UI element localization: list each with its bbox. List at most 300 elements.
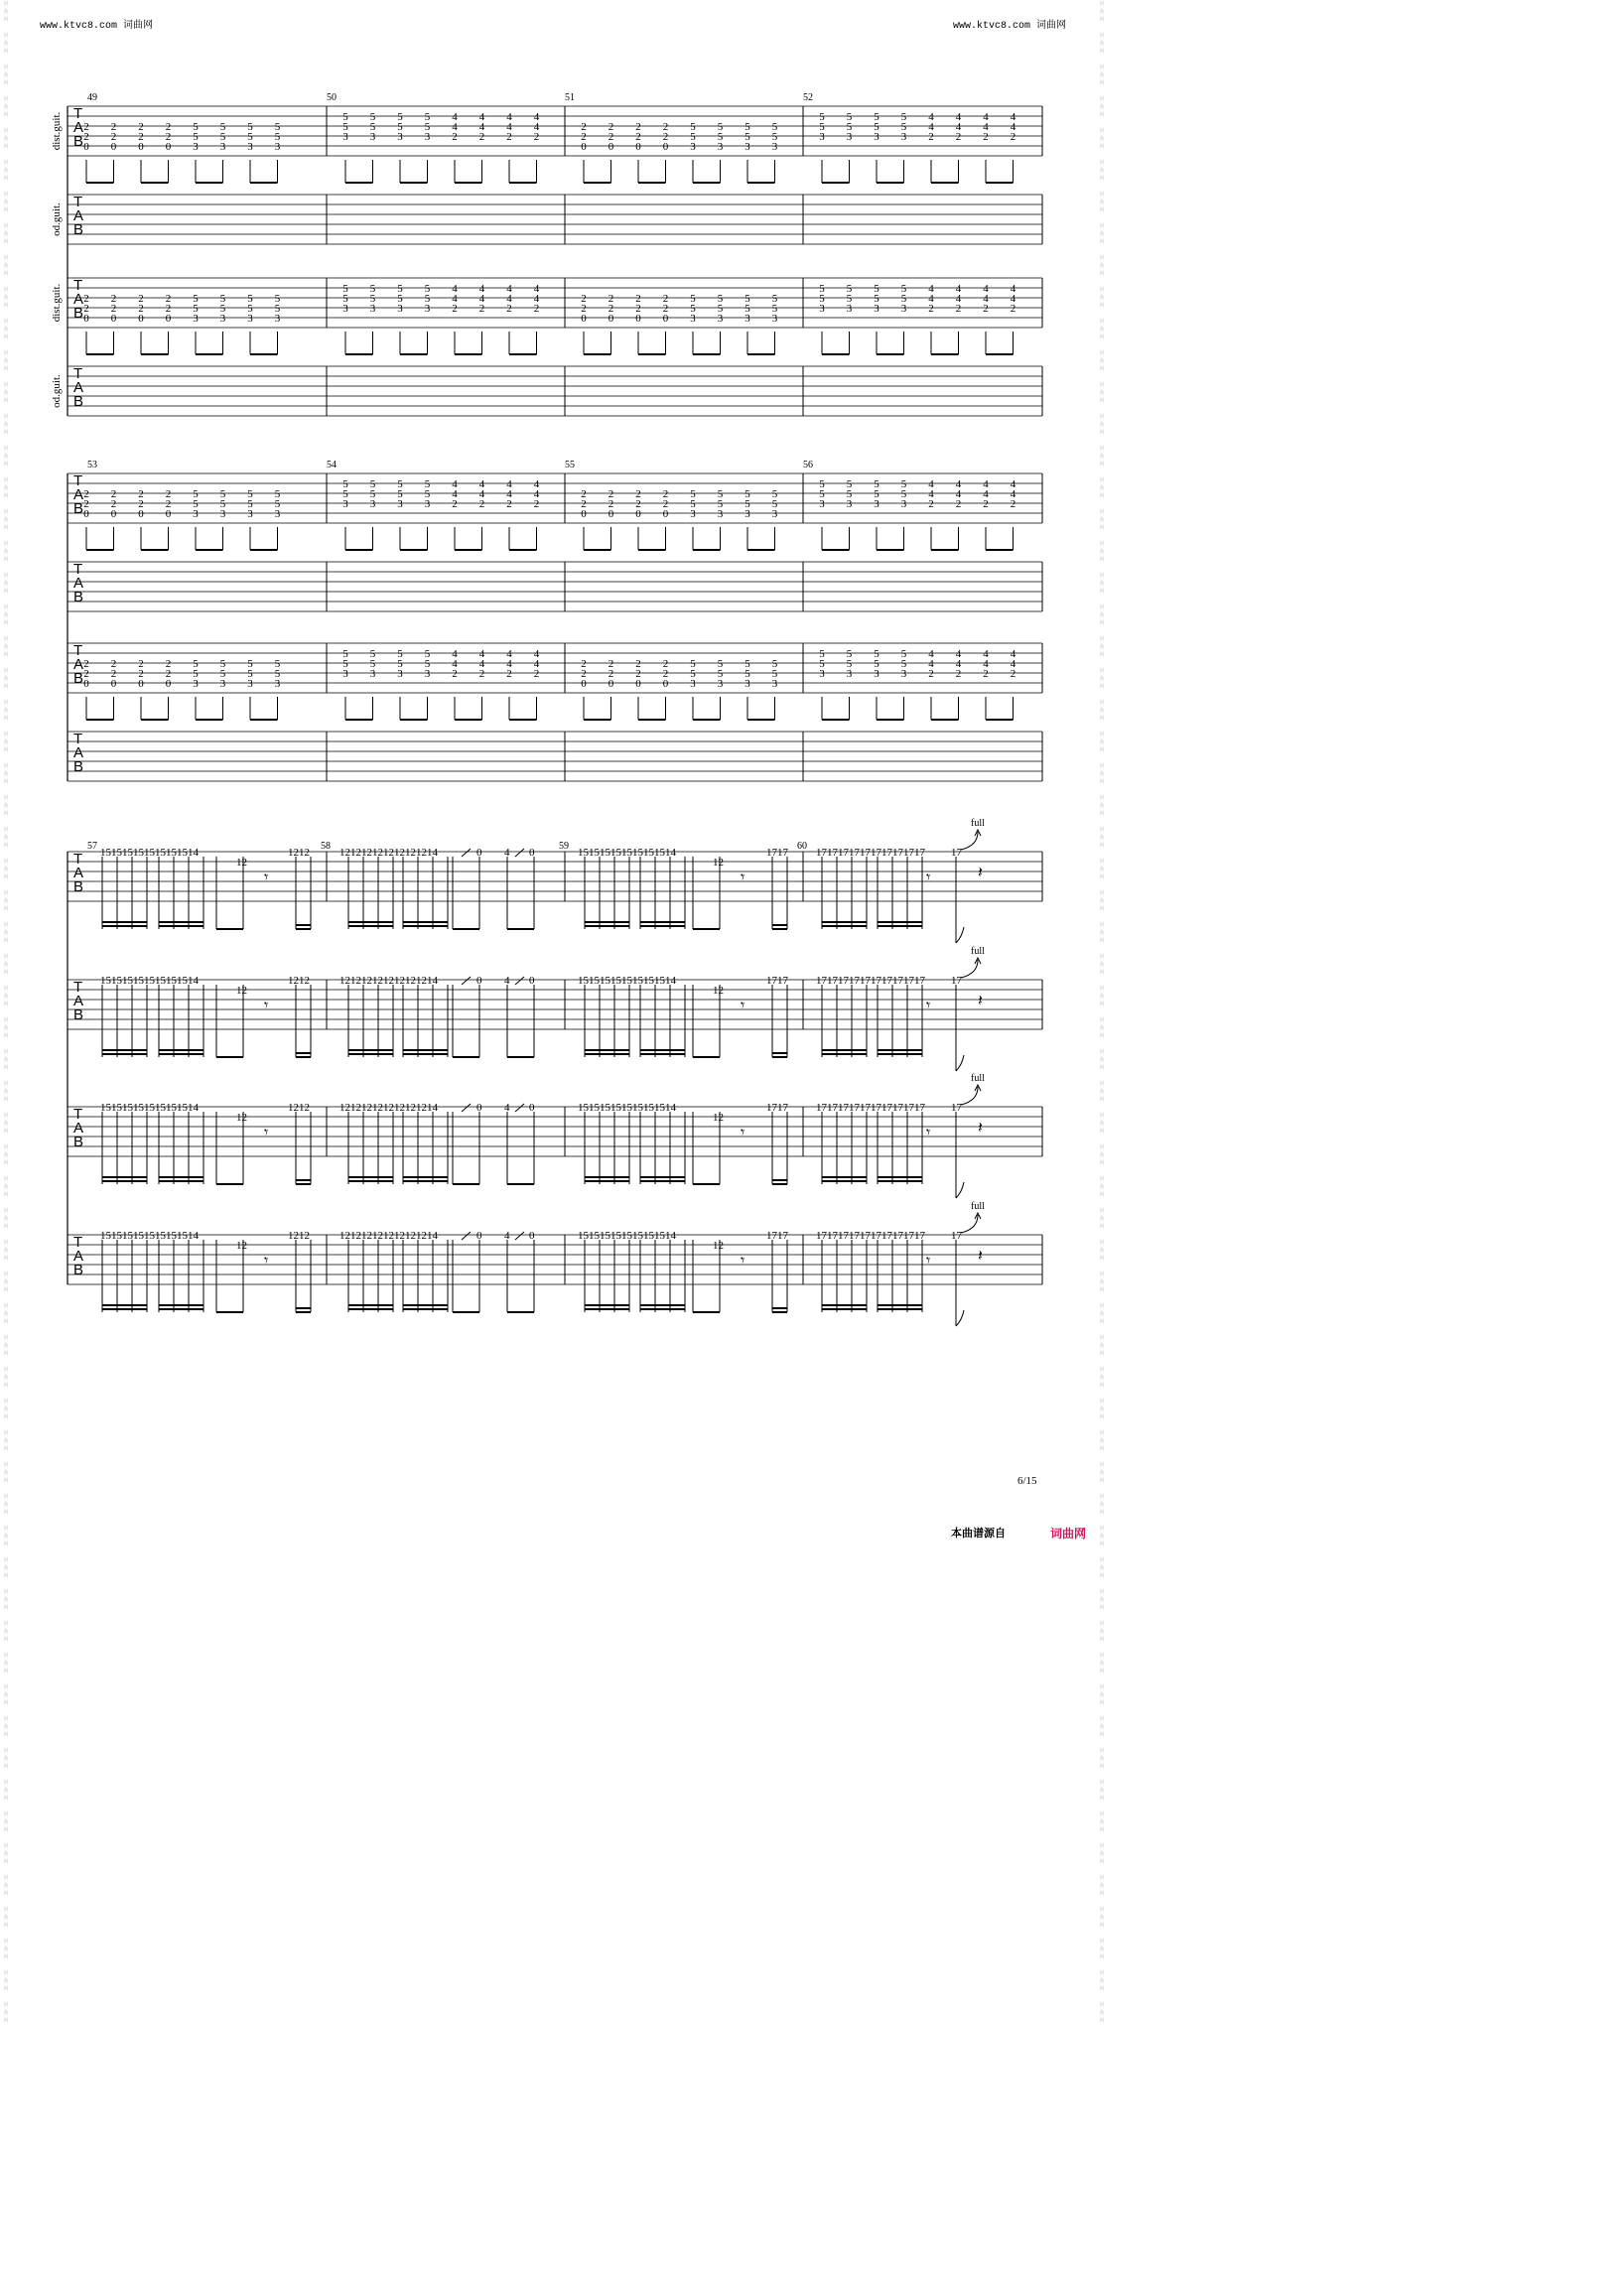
lead-fret: 0 [476,975,482,987]
lead-fret: 12 [236,857,247,869]
fret-number: 5 [690,498,696,510]
fret-number: 5 [819,478,825,490]
fret-number: 5 [690,293,696,305]
fret-number: 4 [506,111,512,123]
lead-fret: 4 [504,975,510,987]
fret-number: 5 [874,488,880,500]
fret-number: 4 [955,111,962,123]
fret-number: 5 [900,648,907,660]
fret-number: 2 [138,121,144,133]
fret-number: 3 [342,498,348,510]
header-site-left[interactable]: www.ktvc8.com 词曲网 [40,21,154,32]
quarter-rest: 𝄽 [978,993,983,1009]
fret-number: 5 [219,488,226,500]
tab-clef-letter: B [73,221,84,238]
fret-number: 4 [983,648,989,660]
fret-number: 2 [83,658,89,670]
fret-number: 4 [478,648,485,660]
fret-number: 2 [165,488,172,500]
fret-number: 5 [744,488,750,500]
fret-number: 4 [533,283,540,295]
fret-number: 5 [219,303,226,315]
fret-number: 5 [219,293,226,305]
bar-number: 53 [87,460,97,470]
slide-mark [462,849,471,857]
fret-number: 5 [771,668,778,680]
fret-number: 5 [397,111,403,123]
fret-number: 0 [662,678,669,690]
fret-number: 4 [1010,648,1016,660]
lead-fret-run: 151515151515151514 [100,847,199,859]
fret-number: 3 [717,141,724,153]
tab-clef-letter: A [73,1120,84,1137]
fret-number: 5 [819,658,825,670]
fret-number: 3 [369,131,376,143]
slide-mark [515,1104,524,1112]
note-flag [956,927,964,943]
fret-number: 5 [219,121,226,133]
fret-number: 2 [506,668,512,680]
fret-number: 5 [219,131,226,143]
lead-fret-run: 151515151515151514 [100,1230,199,1242]
fret-number: 4 [452,658,458,670]
fret-number: 3 [744,141,750,153]
tab-clef-letter: B [73,758,84,775]
fret-number: 0 [608,508,614,520]
fret-number: 5 [874,658,880,670]
fret-number: 3 [219,141,226,153]
fret-number: 0 [662,141,669,153]
lead-fret: 12 [713,985,724,997]
fret-number: 5 [247,131,253,143]
fret-number: 5 [274,488,281,500]
tab-clef-letter: A [73,291,84,308]
lead-fret: 0 [529,1230,535,1242]
eighth-rest: 𝄾 [264,1125,269,1141]
lead-fret: 17 [951,1102,962,1114]
fret-number: 5 [690,121,696,133]
eighth-rest: 𝄾 [926,998,931,1014]
fret-number: 3 [424,668,431,680]
fret-number: 2 [662,121,669,133]
page-number: 6/15 [1017,1475,1037,1487]
fret-number: 3 [846,668,853,680]
fret-number: 3 [274,313,281,325]
fret-number: 5 [369,293,376,305]
fret-number: 0 [608,678,614,690]
fret-number: 5 [717,488,724,500]
fret-number: 5 [717,293,724,305]
quarter-rest: 𝄽 [978,1248,983,1265]
fret-number: 0 [165,678,172,690]
tab-clef-letter: T [73,105,83,122]
fret-number: 2 [662,668,669,680]
eighth-rest: 𝄾 [264,998,269,1014]
fret-number: 3 [874,498,880,510]
lead-fret: 1717 [766,975,788,987]
fret-number: 0 [138,313,144,325]
fret-number: 3 [771,508,778,520]
fret-number: 4 [983,658,989,670]
lead-fret: 0 [476,847,482,859]
fret-number: 5 [219,498,226,510]
lead-fret-run: 121212121212121214 [339,847,438,859]
fret-number: 0 [662,313,669,325]
fret-number: 3 [819,131,825,143]
note-flag [956,1310,964,1326]
fret-number: 5 [819,488,825,500]
lead-fret-run: 121212121212121214 [339,1230,438,1242]
fret-number: 5 [874,648,880,660]
fret-number: 5 [744,121,750,133]
lead-fret: 17 [951,975,962,987]
lead-fret-run: 121212121212121214 [339,975,438,987]
fret-number: 5 [874,293,880,305]
fret-number: 5 [900,478,907,490]
fret-number: 2 [635,121,641,133]
bend-label: full [971,1073,985,1084]
fret-number: 5 [397,478,403,490]
fret-number: 2 [608,303,614,315]
fret-number: 2 [478,668,485,680]
tab-clef-letter: B [73,133,84,150]
fret-number: 5 [846,648,853,660]
fret-number: 2 [83,293,89,305]
fret-number: 2 [83,303,89,315]
quarter-rest: 𝄽 [978,1120,983,1137]
fret-number: 4 [533,293,540,305]
fret-number: 5 [369,111,376,123]
fret-number: 0 [165,141,172,153]
fret-number: 5 [424,121,431,133]
bar-number: 60 [797,841,807,852]
tab-clef-letter: A [73,207,84,224]
lead-fret-run: 151515151515151514 [100,975,199,987]
fret-number: 2 [928,303,934,315]
fret-number: 0 [83,313,89,325]
tab-clef-letter: A [73,993,84,1009]
fret-number: 5 [342,293,348,305]
fret-number: 5 [247,498,253,510]
fret-number: 3 [690,141,696,153]
fret-number: 4 [983,111,989,123]
tab-clef-letter: T [73,194,83,210]
bend-label: full [971,946,985,957]
bar-number: 59 [559,841,569,852]
fret-number: 4 [1010,293,1016,305]
fret-number: 3 [369,303,376,315]
fret-number: 4 [928,111,934,123]
fret-number: 2 [138,303,144,315]
fret-number: 5 [744,668,750,680]
fret-number: 5 [219,658,226,670]
fret-number: 2 [83,668,89,680]
fret-number: 5 [424,293,431,305]
fret-number: 0 [581,508,587,520]
fret-number: 2 [635,498,641,510]
fret-number: 2 [608,293,614,305]
fret-number: 2 [478,498,485,510]
fret-number: 3 [193,508,199,520]
tab-clef-letter: A [73,1248,84,1265]
fret-number: 4 [983,283,989,295]
fret-number: 0 [165,508,172,520]
fret-number: 2 [138,293,144,305]
lead-fret: 1212 [288,1230,310,1242]
fret-number: 2 [581,668,587,680]
fret-number: 4 [533,658,540,670]
fret-number: 3 [874,668,880,680]
eighth-rest: 𝄾 [264,1253,269,1270]
fret-number: 4 [506,293,512,305]
lead-fret: 12 [236,985,247,997]
tab-clef-letter: B [73,393,84,410]
lead-fret: 12 [713,1112,724,1124]
fret-number: 5 [900,283,907,295]
lead-fret-run: 17171717171717171717 [816,1230,925,1242]
fret-number: 2 [110,668,117,680]
fret-number: 2 [110,658,117,670]
fret-number: 4 [533,488,540,500]
fret-number: 3 [247,508,253,520]
fret-number: 4 [983,293,989,305]
fret-number: 4 [506,648,512,660]
lead-fret: 17 [951,1230,962,1242]
fret-number: 5 [219,668,226,680]
fret-number: 5 [900,111,907,123]
eighth-rest: 𝄾 [741,1253,745,1270]
fret-number: 5 [744,293,750,305]
fret-number: 5 [846,283,853,295]
fret-number: 5 [342,478,348,490]
fret-number: 5 [744,303,750,315]
bar-number: 54 [327,460,337,470]
bend-label: full [971,1201,985,1212]
lead-fret: 4 [504,1230,510,1242]
fret-number: 5 [744,658,750,670]
fret-number: 3 [771,678,778,690]
fret-number: 4 [983,121,989,133]
tab-clef-letter: T [73,561,83,578]
note-flag [956,1182,964,1198]
note-flag [956,1055,964,1071]
fret-number: 5 [342,648,348,660]
fret-number: 5 [900,488,907,500]
lead-fret-run: 17171717171717171717 [816,975,925,987]
fret-number: 2 [608,658,614,670]
fret-number: 5 [690,303,696,315]
fret-number: 3 [247,313,253,325]
lead-fret: 0 [476,1102,482,1114]
fret-number: 5 [717,498,724,510]
fret-number: 2 [662,658,669,670]
fret-number: 2 [955,131,962,143]
tab-clef-letter: B [73,305,84,322]
fret-number: 5 [874,283,880,295]
fret-number: 5 [274,131,281,143]
fret-number: 2 [608,488,614,500]
tab-clef-letter: A [73,486,84,503]
lead-fret: 4 [504,1102,510,1114]
fret-number: 5 [193,293,199,305]
fret-number: 4 [506,488,512,500]
fret-number: 4 [478,488,485,500]
fret-number: 0 [165,313,172,325]
fret-number: 4 [533,121,540,133]
fret-number: 5 [744,498,750,510]
fret-number: 3 [846,498,853,510]
fret-number: 3 [369,668,376,680]
fret-number: 5 [424,478,431,490]
fret-number: 3 [819,498,825,510]
fret-number: 3 [274,141,281,153]
fret-number: 2 [928,498,934,510]
lead-fret-run: 151515151515151514 [578,847,676,859]
fret-number: 5 [247,303,253,315]
fret-number: 2 [635,488,641,500]
fret-number: 0 [635,313,641,325]
fret-number: 2 [506,498,512,510]
fret-number: 4 [478,658,485,670]
fret-number: 4 [955,283,962,295]
lead-fret-run: 151515151515151514 [578,975,676,987]
fret-number: 2 [110,131,117,143]
fret-number: 4 [506,478,512,490]
fret-number: 3 [690,678,696,690]
fret-number: 2 [110,498,117,510]
fret-number: 5 [369,283,376,295]
fret-number: 2 [83,498,89,510]
fret-number: 5 [369,648,376,660]
fret-number: 5 [900,658,907,670]
fret-number: 2 [955,303,962,315]
fret-number: 3 [397,498,403,510]
fret-number: 3 [247,141,253,153]
fret-number: 5 [397,658,403,670]
fret-number: 0 [83,141,89,153]
fret-number: 4 [928,658,934,670]
fret-number: 2 [138,488,144,500]
fret-number: 2 [581,498,587,510]
fret-number: 2 [581,121,587,133]
fret-number: 2 [1010,131,1016,143]
fret-number: 5 [900,121,907,133]
fret-number: 2 [955,498,962,510]
fret-number: 5 [274,658,281,670]
fret-number: 5 [771,488,778,500]
slide-mark [462,977,471,985]
fret-number: 5 [819,111,825,123]
fret-number: 5 [717,668,724,680]
fret-number: 5 [846,111,853,123]
fret-number: 5 [193,488,199,500]
fret-number: 3 [846,131,853,143]
fret-number: 2 [635,293,641,305]
fret-number: 5 [193,303,199,315]
slide-mark [515,1232,524,1240]
tab-clef-letter: T [73,851,83,868]
fret-number: 4 [452,283,458,295]
lead-fret-run: 17171717171717171717 [816,1102,925,1114]
fret-number: 3 [274,508,281,520]
fret-number: 3 [274,678,281,690]
fret-number: 5 [193,121,199,133]
header-site-right[interactable]: www.ktvc8.com 词曲网 [952,21,1066,32]
fret-number: 4 [955,658,962,670]
fret-number: 5 [771,131,778,143]
fret-number: 0 [110,141,117,153]
fret-number: 4 [928,293,934,305]
fret-number: 3 [397,303,403,315]
fret-number: 0 [608,313,614,325]
fret-number: 2 [452,131,458,143]
fret-number: 4 [506,658,512,670]
fret-number: 4 [928,648,934,660]
fret-number: 2 [581,658,587,670]
fret-number: 4 [928,283,934,295]
track-label: dist.guit. [51,111,63,151]
fret-number: 3 [342,668,348,680]
fret-number: 4 [478,478,485,490]
tab-clef-letter: B [73,670,84,687]
fret-number: 2 [1010,303,1016,315]
fret-number: 2 [452,498,458,510]
fret-number: 5 [690,488,696,500]
fret-number: 3 [819,668,825,680]
fret-number: 2 [608,668,614,680]
lead-fret: 12 [236,1240,247,1252]
lead-fret: 0 [529,975,535,987]
fret-number: 0 [138,141,144,153]
fret-number: 4 [533,478,540,490]
fret-number: 4 [955,478,962,490]
fret-number: 3 [874,303,880,315]
fret-number: 3 [219,678,226,690]
fret-number: 5 [819,283,825,295]
fret-number: 3 [846,303,853,315]
fret-number: 2 [138,498,144,510]
fret-number: 4 [452,478,458,490]
fret-number: 3 [717,313,724,325]
fret-number: 5 [274,668,281,680]
tab-clef-letter: A [73,744,84,761]
footer-brand-logo[interactable]: 词曲网 [1050,1527,1087,1541]
fret-number: 4 [983,488,989,500]
fret-number: 5 [193,498,199,510]
fret-number: 4 [1010,488,1016,500]
fret-number: 2 [928,131,934,143]
fret-number: 5 [771,121,778,133]
fret-number: 4 [928,478,934,490]
fret-number: 2 [1010,498,1016,510]
tab-clef-letter: T [73,472,83,489]
track-label: od.guit. [51,202,63,236]
fret-number: 4 [533,648,540,660]
fret-number: 3 [771,313,778,325]
fret-number: 5 [369,478,376,490]
fret-number: 2 [110,121,117,133]
fret-number: 2 [533,131,540,143]
fret-number: 3 [900,131,907,143]
fret-number: 2 [452,303,458,315]
fret-number: 2 [635,668,641,680]
fret-number: 0 [608,141,614,153]
tab-clef-letter: T [73,642,83,659]
fret-number: 2 [165,131,172,143]
fret-number: 5 [247,668,253,680]
fret-number: 4 [1010,478,1016,490]
fret-number: 0 [581,678,587,690]
